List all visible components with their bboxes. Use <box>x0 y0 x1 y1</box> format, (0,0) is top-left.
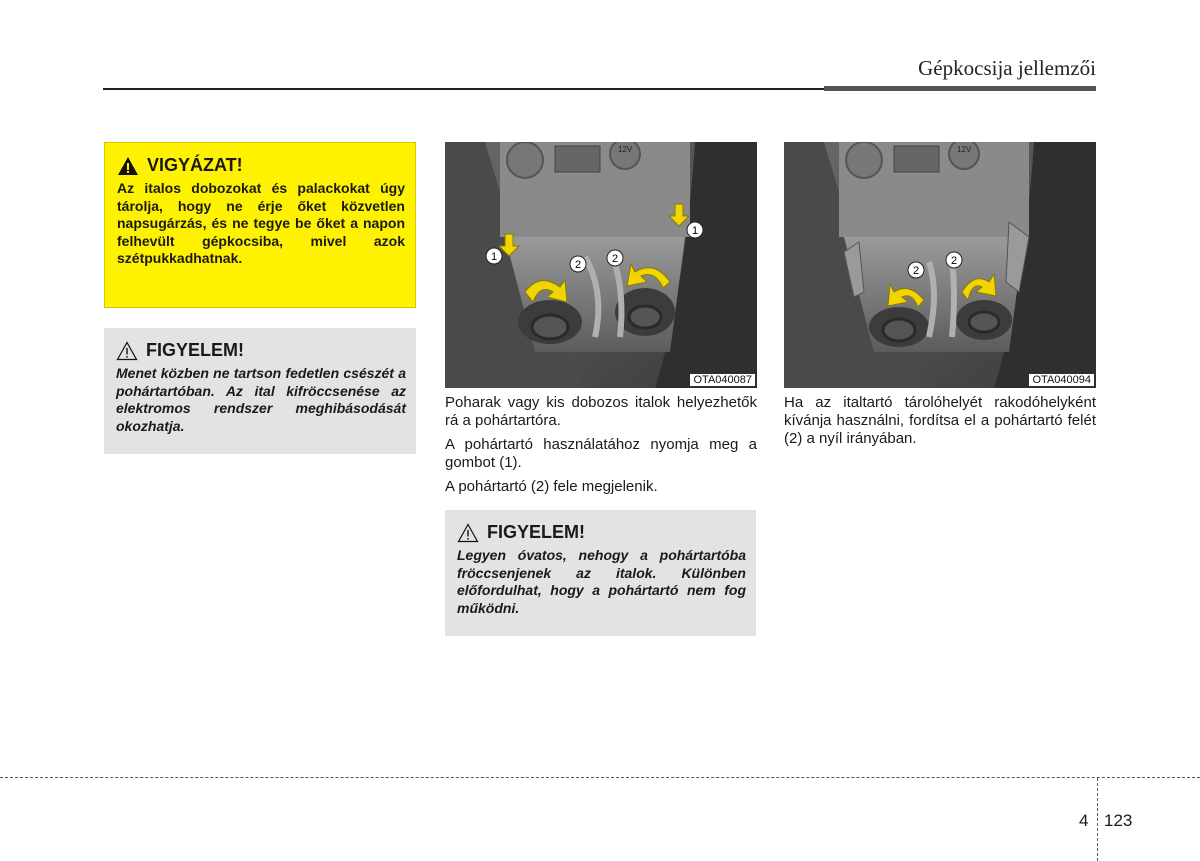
caution-text: Az italos dobozokat és palackokat úgy tárolja, hogy ne érje őket közvetlen napsugárzás, és ne tegye be őket a napon felhevült gépkocsiba, mivel azok szétpukkadhatnak. <box>117 180 405 266</box>
marker-2-right: 2 <box>612 253 619 265</box>
figure-code-2: OTA040094 <box>1029 374 1094 386</box>
figure-code-1: OTA040087 <box>690 374 755 386</box>
caution-triangle-icon <box>116 341 138 361</box>
notice-text-2: Legyen óvatos, nehogy a pohártartóba fröccsenjenek az italok. Különben előfordulhat, hogy a pohártartó nem fog működni. <box>457 547 746 616</box>
notice-box-2 <box>445 510 756 636</box>
notice-box-1 <box>104 328 416 454</box>
page-number: 123 <box>1104 811 1133 830</box>
caution-box <box>104 142 416 308</box>
caution-title: VIGYÁZAT! <box>147 155 243 175</box>
notice-title-1: FIGYELEM! <box>146 340 244 360</box>
chapter-number: 4 <box>1079 811 1089 830</box>
column-3-text <box>784 394 1096 454</box>
cupholder-photo-2 <box>784 142 1096 388</box>
marker-2-left: 2 <box>575 259 582 271</box>
footer-rule <box>0 777 1200 778</box>
column-2-para-3: A pohártartó (2) fele megjelenik. <box>445 478 658 495</box>
socket-label-1: 12V <box>618 145 633 154</box>
notice-text-1: Menet közben ne tartson fedetlen csészét a pohártartóban. Az ital kifröccsenése az elektromos rendszer meghibásodását okozhatja. <box>116 365 406 434</box>
running-header: Gépkocsija jellemzői <box>918 56 1096 80</box>
notice-heading-1 <box>116 340 406 361</box>
notice-title-2: FIGYELEM! <box>487 522 585 542</box>
header-rule-accent <box>824 86 1096 91</box>
column-3-para-1: Ha az italtartó tárolóhelyét rakodóhelyként kívánja használni, fordítsa el a pohártartó felét (2) a nyíl irányában. <box>784 394 1096 447</box>
cupholder-photo-1 <box>445 142 757 388</box>
footer-divider <box>1097 778 1098 861</box>
socket-label-2: 12V <box>957 145 972 154</box>
marker-1-left: 1 <box>491 251 498 263</box>
caution-heading <box>117 155 405 176</box>
marker-2-left-fig2: 2 <box>913 265 920 277</box>
column-2-text <box>445 394 757 502</box>
caution-triangle-icon <box>457 523 479 543</box>
column-2-para-1: Poharak vagy kis dobozos italok helyezhetők rá a pohártartóra. <box>445 394 757 429</box>
marker-2-right-fig2: 2 <box>951 255 958 267</box>
marker-1-right: 1 <box>692 225 699 237</box>
notice-heading-2 <box>457 522 746 543</box>
warning-icon <box>117 156 139 176</box>
column-2-para-2: A pohártartó használatához nyomja meg a gombot (1). <box>445 436 757 471</box>
